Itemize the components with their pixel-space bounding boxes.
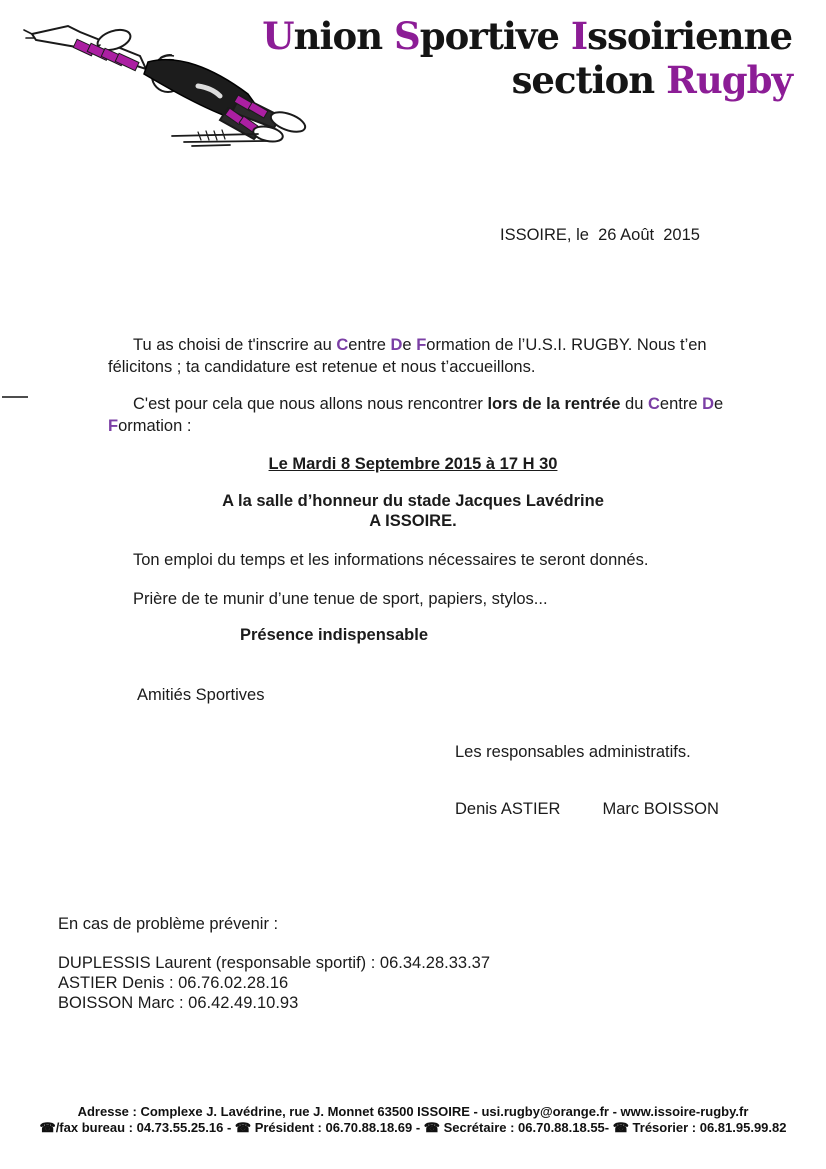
text-segment: ssoirienne — [587, 14, 792, 58]
date-line: ISSOIRE, le 26 Août 2015 — [500, 226, 700, 244]
footer-phones-line: ☎/fax bureau : 04.73.55.25.16 - ☎ Président : 06.70.88.18.69 - ☎ Secrétaire : 06.70.88.18.55- ☎ Trésorier : 06.81.95.99.82 — [39, 1119, 787, 1135]
text-segment: C — [336, 336, 349, 354]
text-segment: Rugby — [666, 58, 792, 102]
text-segment: D — [390, 336, 403, 354]
text-segment: entre — [348, 336, 391, 354]
footer-address-line: Adresse : Complexe J. Lavédrine, rue J. Monnet 63500 ISSOIRE - usi.rugby@orange.fr - www.issoire-rugby.fr — [77, 1104, 749, 1119]
signatories — [455, 798, 719, 820]
venue-line2: A ISSOIRE. — [369, 512, 457, 530]
text-segment: F — [416, 336, 427, 354]
signatory-1: Denis ASTIER — [455, 800, 561, 818]
text-segment: ormation : — [118, 417, 192, 435]
text-segment: F — [108, 417, 119, 435]
text-segment: félicitons ; ta candidature est retenue et nous t’accueillons. — [108, 358, 536, 376]
contact-duplessis: DUPLESSIS Laurent (responsable sportif) : 06.34.28.33.37 — [58, 954, 491, 972]
event-date-text: Le Mardi 8 Septembre 2015 à 17 H 30 — [268, 455, 558, 473]
letterhead-footer — [0, 1104, 826, 1135]
meeting-paragraph — [108, 393, 776, 437]
text-segment: Tu as choisi de t'inscrire au — [133, 336, 337, 354]
fold-mark — [2, 396, 28, 398]
text-segment: I — [570, 14, 588, 58]
club-title-line1 — [262, 14, 792, 58]
text-segment: C — [647, 395, 660, 413]
venue-line1: A la salle d’honneur du stade Jacques Lavédrine — [222, 492, 604, 510]
text-segment: e — [402, 336, 417, 354]
text-segment: lors de la rentrée — [487, 395, 621, 413]
text-segment: C'est pour cela que nous allons nous rencontrer — [133, 395, 488, 413]
club-title-line2 — [262, 58, 792, 102]
signature-title: Les responsables administratifs. — [455, 743, 691, 761]
signatory-2: Marc BOISSON — [602, 800, 719, 818]
venue-block — [0, 491, 826, 531]
text-segment: section — [511, 58, 667, 102]
text-segment: D — [702, 395, 715, 413]
schedule-info-line: Ton emploi du temps et les informations nécessaires te seront donnés. — [133, 551, 649, 569]
presence-required-line: Présence indispensable — [240, 626, 429, 644]
text-segment: entre — [659, 395, 703, 413]
text-segment: U — [262, 14, 294, 58]
contact-boisson: BOISSON Marc : 06.42.49.10.93 — [58, 994, 299, 1012]
intro-paragraph — [108, 334, 776, 378]
contact-intro: En cas de problème prévenir : — [58, 915, 279, 933]
text-segment: e — [714, 395, 724, 413]
equipment-info-line: Prière de te munir d’une tenue de sport, papiers, stylos... — [133, 590, 548, 608]
text-segment: S — [394, 14, 420, 58]
closing-line: Amitiés Sportives — [137, 686, 265, 704]
text-segment: ormation de l’U.S.I. RUGBY. Nous t’en — [426, 336, 707, 354]
event-date-heading — [0, 453, 826, 475]
club-title — [262, 14, 792, 102]
text-segment: du — [620, 395, 648, 413]
text-segment: portive — [419, 14, 571, 58]
text-segment: nion — [293, 14, 394, 58]
contact-astier: ASTIER Denis : 06.76.02.28.16 — [58, 974, 289, 992]
contact-list — [58, 953, 490, 1013]
